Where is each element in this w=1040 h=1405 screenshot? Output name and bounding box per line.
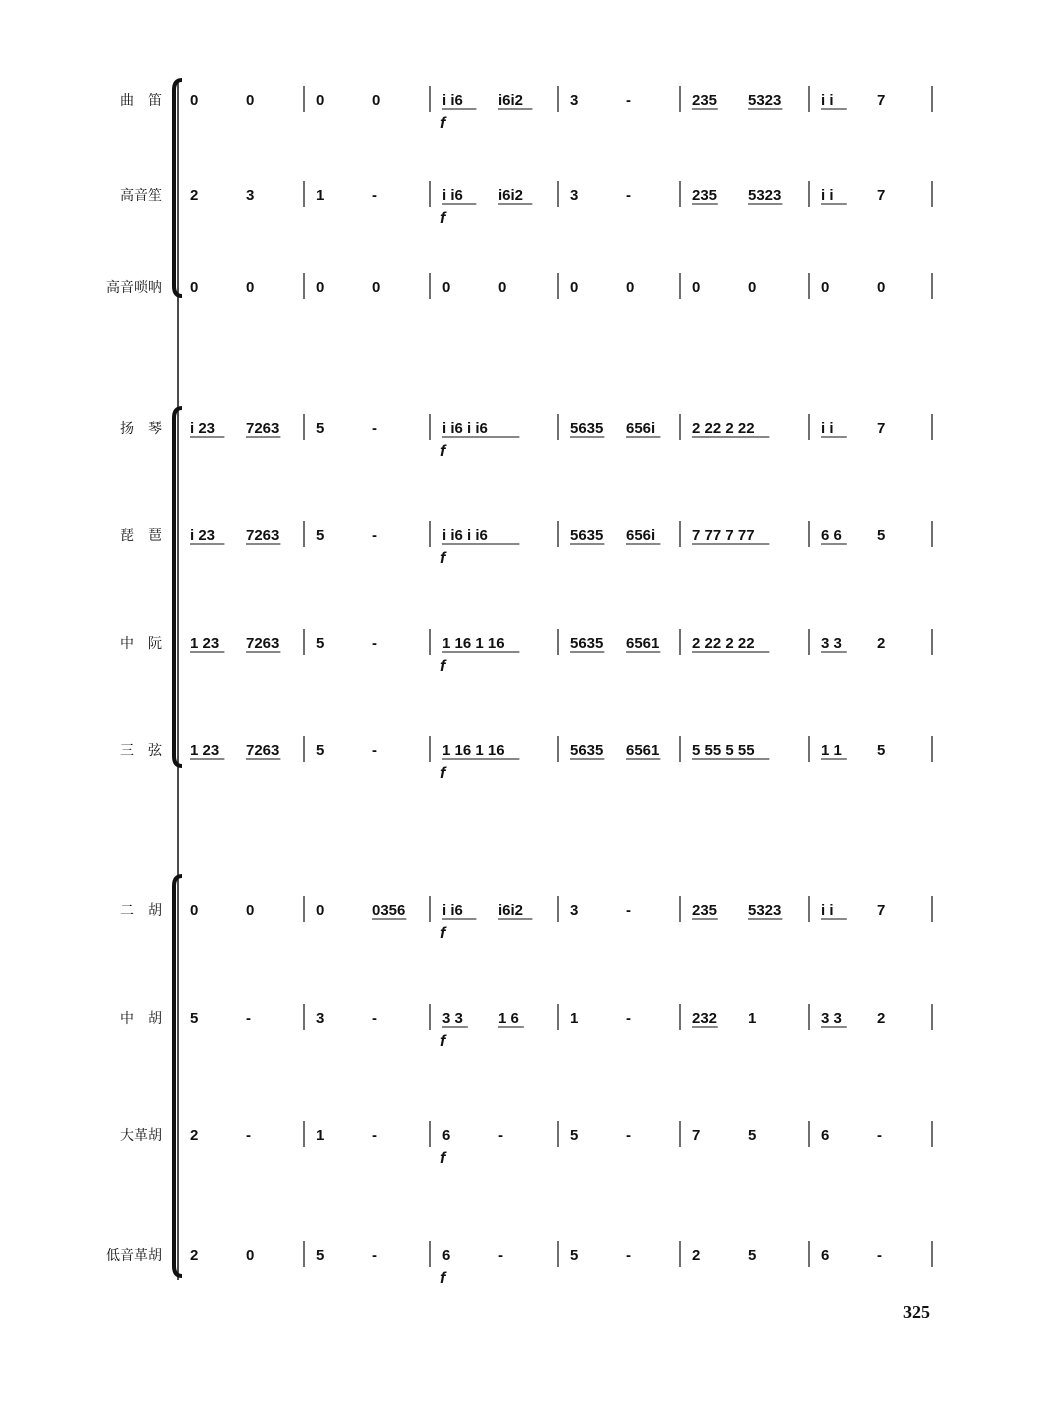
note-beat: 6561 — [626, 742, 660, 759]
note-beat: 656i — [626, 420, 656, 437]
note-beat: 1 16 1 16 — [442, 635, 505, 652]
note-beat: 3 — [316, 1010, 325, 1027]
note-beat: 5 — [316, 420, 325, 437]
note-beat: 1 — [316, 187, 325, 204]
note-beat: 3 — [570, 187, 579, 204]
note-beat: - — [372, 1010, 377, 1027]
note-beat: 232 — [692, 1010, 718, 1027]
note-beat: 3 3 — [442, 1010, 463, 1027]
note-beat: i i — [821, 420, 834, 437]
note-beat: 6 — [821, 1127, 830, 1144]
instrument-label: 三 弦 — [120, 742, 162, 758]
note-beat: 0 — [190, 902, 199, 919]
note-beat: 5 — [316, 635, 325, 652]
note-beat: 5 — [316, 742, 325, 759]
note-beat: - — [626, 1010, 631, 1027]
note-beat: 1 1 — [821, 742, 842, 759]
note-beat: 5 — [877, 527, 886, 544]
note-beat: - — [246, 1127, 251, 1144]
note-beat: 5635 — [570, 527, 604, 544]
dynamic-mark: f — [440, 1150, 446, 1167]
note-beat: 2 — [190, 1247, 199, 1264]
note-beat: - — [626, 92, 631, 109]
note-beat: 2 — [692, 1247, 701, 1264]
note-beat: 0 — [498, 279, 507, 296]
note-beat: 7263 — [246, 742, 280, 759]
note-beat: 5635 — [570, 420, 604, 437]
note-beat: 235 — [692, 187, 718, 204]
note-beat: 0 — [692, 279, 701, 296]
note-beat: 6561 — [626, 635, 660, 652]
note-beat: 5323 — [748, 187, 782, 204]
instrument-label: 扬 琴 — [120, 420, 162, 436]
note-beat: 0 — [442, 279, 451, 296]
instrument-label: 二 胡 — [120, 902, 162, 918]
note-beat: - — [372, 1247, 377, 1264]
note-beat: 3 3 — [821, 1010, 842, 1027]
note-beat: - — [246, 1010, 251, 1027]
note-beat: 0 — [570, 279, 579, 296]
note-beat: i i6 — [442, 92, 463, 109]
dynamic-mark: f — [440, 658, 446, 675]
note-beat: 1 — [316, 1127, 325, 1144]
dynamic-mark: f — [440, 1033, 446, 1050]
note-beat: i i — [821, 187, 834, 204]
instrument-label: 高音笙 — [120, 187, 162, 203]
note-beat: 1 6 — [498, 1010, 519, 1027]
dynamic-mark: f — [440, 210, 446, 227]
note-beat: 7 — [877, 92, 886, 109]
note-beat: 2 — [190, 187, 199, 204]
note-beat: 7 — [877, 902, 886, 919]
note-beat: 3 — [570, 92, 579, 109]
note-beat: - — [372, 527, 377, 544]
note-beat: 0 — [316, 92, 325, 109]
note-beat: - — [498, 1127, 503, 1144]
note-beat: 2 22 2 22 — [692, 420, 755, 437]
note-beat: 5 — [877, 742, 886, 759]
note-beat: 1 — [748, 1010, 757, 1027]
note-beat: - — [626, 902, 631, 919]
note-beat: - — [877, 1247, 882, 1264]
note-beat: 6 — [442, 1127, 451, 1144]
note-beat: 3 3 — [821, 635, 842, 652]
note-beat: 2 — [190, 1127, 199, 1144]
note-beat: i i6 i i6 — [442, 420, 488, 437]
note-beat: 7 — [877, 420, 886, 437]
note-beat: 7 — [877, 187, 886, 204]
note-beat: 6 6 — [821, 527, 842, 544]
note-beat: 6 — [821, 1247, 830, 1264]
note-beat: 5 — [316, 527, 325, 544]
note-beat: - — [498, 1247, 503, 1264]
note-beat: i 23 — [190, 527, 216, 544]
note-beat: 1 23 — [190, 742, 220, 759]
note-beat: 5 — [748, 1247, 757, 1264]
note-beat: - — [372, 742, 377, 759]
note-beat: 0 — [372, 279, 381, 296]
note-beat: i i — [821, 92, 834, 109]
note-beat: 5 — [570, 1127, 579, 1144]
note-beat: 3 — [570, 902, 579, 919]
note-beat: 0 — [246, 279, 255, 296]
note-beat: 235 — [692, 902, 718, 919]
note-beat: 0 — [372, 92, 381, 109]
note-beat: 6 — [442, 1247, 451, 1264]
dynamic-mark: f — [440, 550, 446, 567]
note-beat: i i6 i i6 — [442, 527, 488, 544]
note-beat: 7 — [692, 1127, 701, 1144]
instrument-label: 中 阮 — [120, 635, 162, 651]
note-beat: 0 — [626, 279, 635, 296]
note-beat: i i — [821, 902, 834, 919]
note-beat: 5 — [570, 1247, 579, 1264]
note-beat: 0 — [316, 902, 325, 919]
note-beat: 7263 — [246, 420, 280, 437]
note-beat: i i6 — [442, 902, 463, 919]
instrument-label: 低音革胡 — [106, 1247, 162, 1263]
note-beat: 7263 — [246, 635, 280, 652]
note-beat: 2 — [877, 1010, 886, 1027]
note-beat: 5323 — [748, 92, 782, 109]
note-beat: - — [372, 187, 377, 204]
note-beat: 7263 — [246, 527, 280, 544]
note-beat: 0 — [821, 279, 830, 296]
note-beat: 5635 — [570, 742, 604, 759]
note-beat: 5323 — [748, 902, 782, 919]
note-beat: - — [372, 1127, 377, 1144]
note-beat: 5 55 5 55 — [692, 742, 755, 759]
page-number: 325 — [903, 1302, 930, 1322]
instrument-label: 中 胡 — [120, 1010, 162, 1026]
instrument-label: 琵 琶 — [120, 527, 162, 543]
note-beat: 1 — [570, 1010, 579, 1027]
dynamic-mark: f — [440, 925, 446, 942]
note-beat: 2 — [877, 635, 886, 652]
note-beat: 235 — [692, 92, 718, 109]
note-beat: - — [626, 1247, 631, 1264]
note-beat: 1 23 — [190, 635, 220, 652]
note-beat: i 23 — [190, 420, 216, 437]
instrument-label: 大革胡 — [120, 1127, 162, 1143]
dynamic-mark: f — [440, 765, 446, 782]
dynamic-mark: f — [440, 443, 446, 460]
instrument-label: 曲 笛 — [120, 92, 162, 108]
note-beat: 0 — [190, 92, 199, 109]
note-beat: 0 — [246, 92, 255, 109]
note-beat: - — [626, 1127, 631, 1144]
note-beat: 0 — [748, 279, 757, 296]
dynamic-mark: f — [440, 1270, 446, 1287]
note-beat: - — [372, 420, 377, 437]
note-beat: - — [626, 187, 631, 204]
dynamic-mark: f — [440, 115, 446, 132]
note-beat: 0 — [246, 902, 255, 919]
note-beat: 656i — [626, 527, 656, 544]
note-beat: - — [877, 1127, 882, 1144]
note-beat: 5 — [748, 1127, 757, 1144]
note-beat: i6i2 — [498, 187, 524, 204]
note-beat: 5 — [316, 1247, 325, 1264]
note-beat: 7 77 7 77 — [692, 527, 755, 544]
note-beat: 1 16 1 16 — [442, 742, 505, 759]
note-beat: i6i2 — [498, 92, 524, 109]
note-beat: 2 22 2 22 — [692, 635, 755, 652]
note-beat: 3 — [246, 187, 255, 204]
note-beat: 5 — [190, 1010, 199, 1027]
note-beat: 0 — [877, 279, 886, 296]
note-beat: 0 — [246, 1247, 255, 1264]
note-beat: 5635 — [570, 635, 604, 652]
instrument-label: 高音唢呐 — [106, 279, 162, 295]
note-beat: 0 — [190, 279, 199, 296]
note-beat: - — [372, 635, 377, 652]
note-beat: 0 — [316, 279, 325, 296]
note-beat: i i6 — [442, 187, 463, 204]
note-beat: i6i2 — [498, 902, 524, 919]
note-beat: 0356 — [372, 902, 406, 919]
